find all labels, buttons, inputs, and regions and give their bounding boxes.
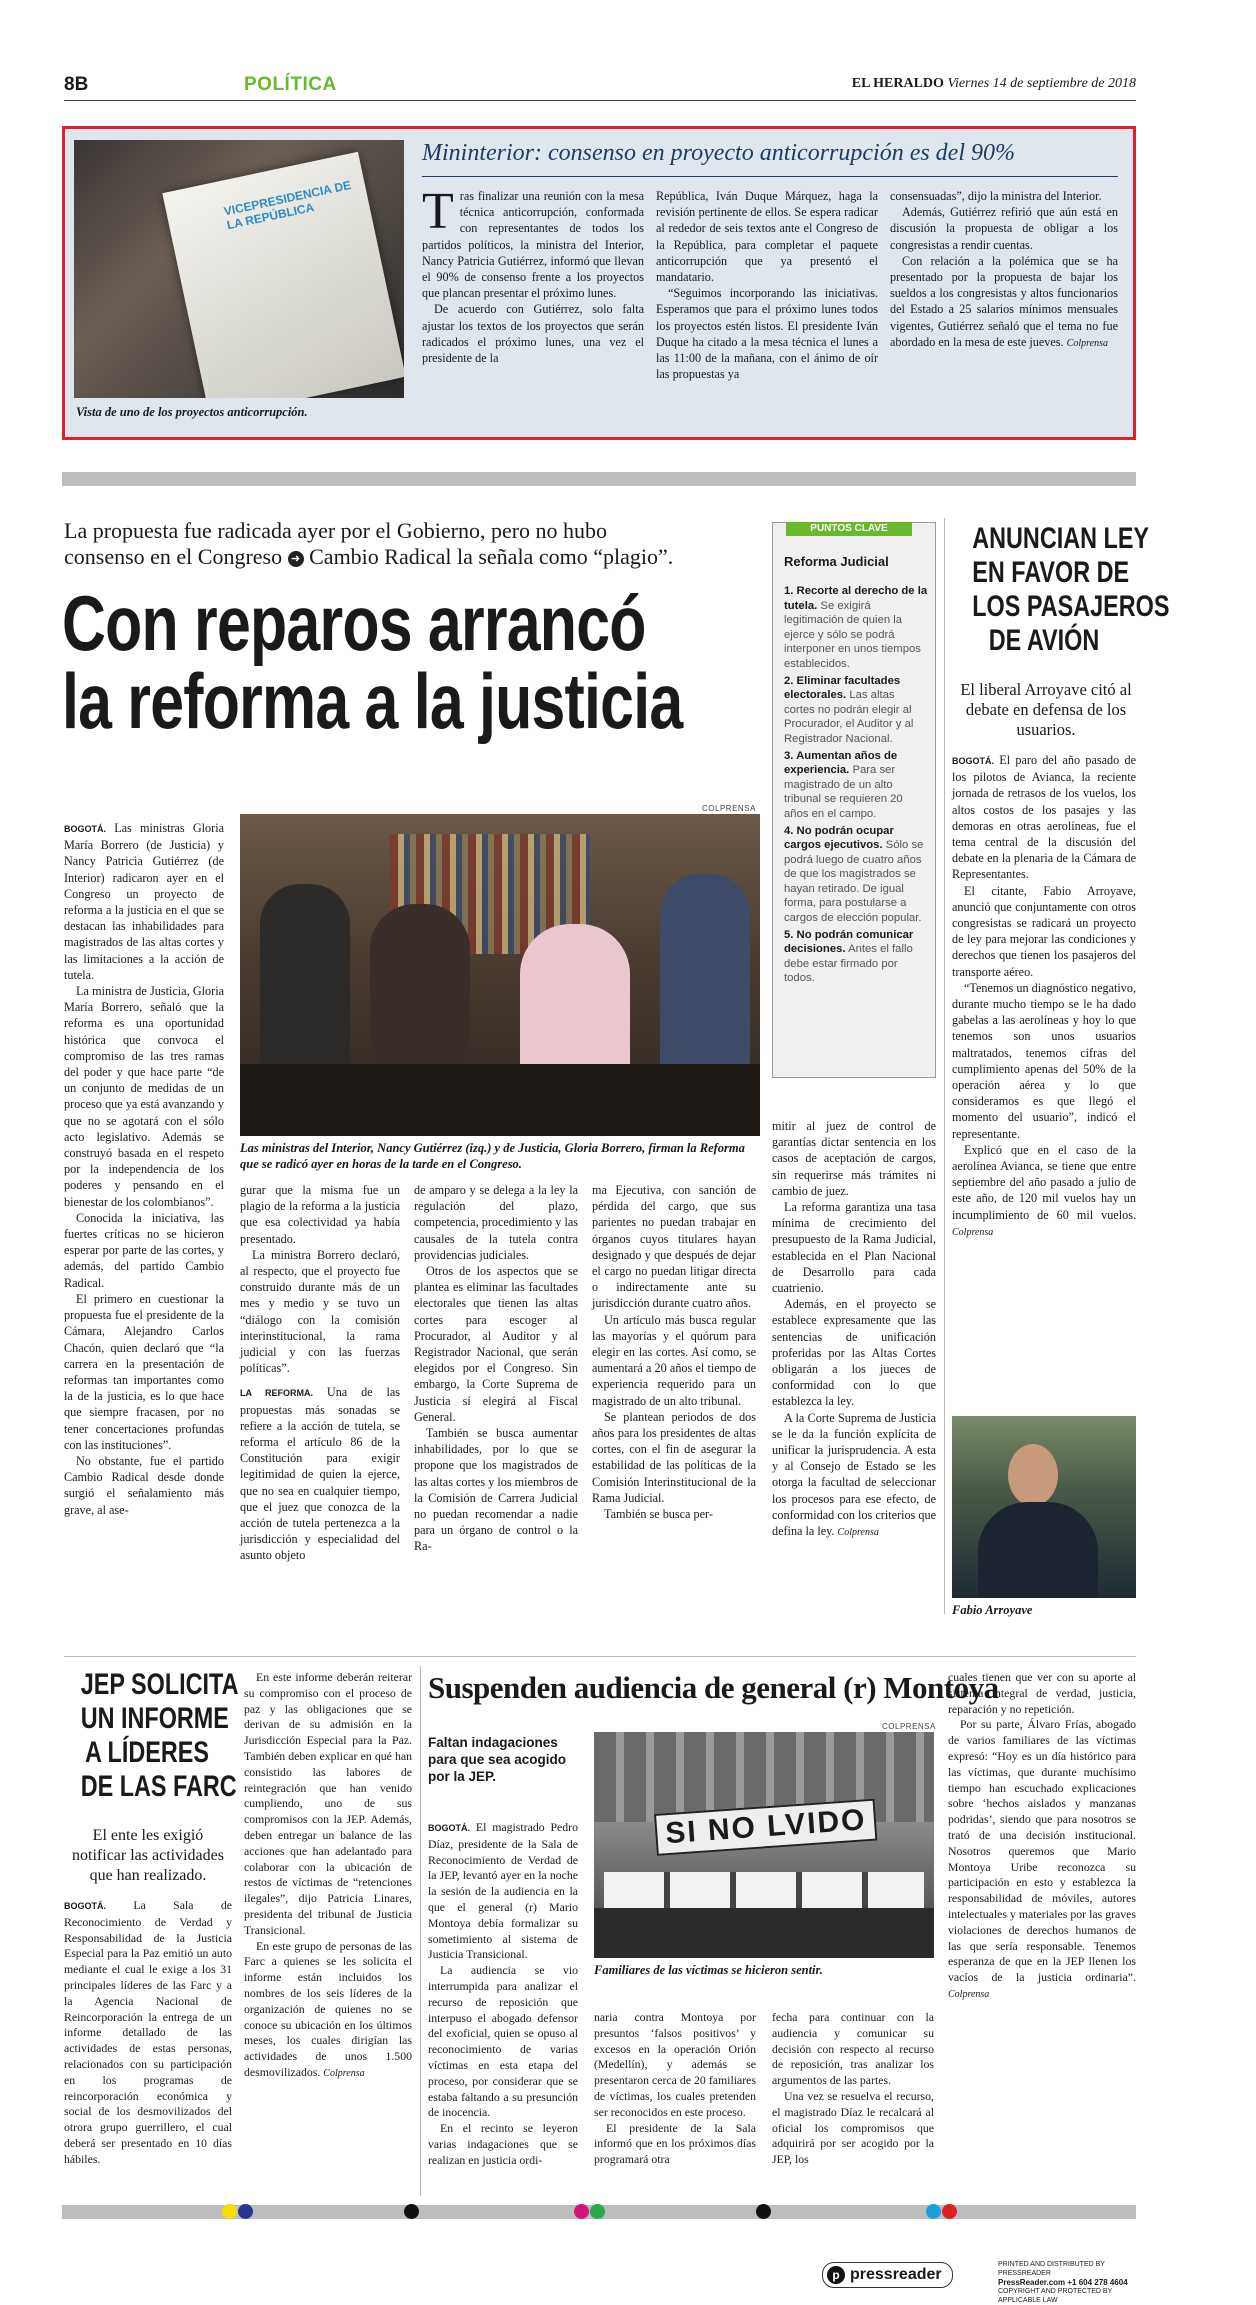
arroyave-suit xyxy=(978,1502,1098,1598)
pressreader-notice-line3: COPYRIGHT AND PROTECTED BY APPLICABLE LAW xyxy=(998,2288,1113,2304)
montoya-col1-p1-text: El magistrado Pedro Díaz, presidente de la Sala de Reconocimiento de Verdad de la JEP, levantó ayer en la noche la sesión de la audiencia en la que el general (r) Mario Montoya debía formalizar su sometimiento al sistema de Justicia Transicional. xyxy=(428,1820,578,1962)
main-col4-p2: Un artículo más busca regular las mayorías y el quórum para elegir en las cortes. Así como, se aumentará a 20 años el tiempo de experiencia requerido para un magistrado de un alto tribunal. xyxy=(592,1312,756,1408)
main-col1-p1-text: Las ministras Gloria María Borrero (de Justicia) y Nancy Patricia Gutiérrez (de Interior) radicaron ayer en el Congreso un proyecto de reforma a la justicia en el que se destacan las inhabilidades para magistrados de las altas cortes y las limitaciones a la acción de tutela. xyxy=(64,821,225,982)
box-signature: Colprensa xyxy=(1066,337,1108,349)
registration-dot-black-2 xyxy=(756,2204,771,2219)
side-headline-line4: DE AVIÓN xyxy=(988,624,1100,657)
montoya-dateline: BOGOTÁ. xyxy=(428,1823,470,1833)
montoya-col1-p2: La audiencia se vio interrumpida para analizar el recurso de reposición que interpuso el abogado defensor del exoficial, quien se opuso al reconocimiento de varias víctimas en esta etapa del proceso, por considerar que se estaba faltando a su presunción de inocencia. xyxy=(428,1963,578,2120)
key-point-3-title: 3. Aumentan años de experiencia. xyxy=(784,749,898,777)
main-deck-line2 xyxy=(64,544,774,570)
side-p1-text: El paro del año pasado de los pilotos de Avianca, la reciente jornada de retrasos de los vuelos, los altos costos de los pasajes y las demoras en otras aerolíneas, fue el tema central de la discusión del debate en la plenaria de la Cámara de Representantes. xyxy=(952,753,1136,882)
pressreader-notice-line1: PRINTED AND DISTRIBUTED BY PRESSREADER xyxy=(998,2261,1105,2277)
key-points-list xyxy=(784,584,928,986)
box-col3-p1: consensuadas”, dijo la ministra del Interior. xyxy=(890,189,1102,203)
jep-deck: El ente les exigió notificar las actividades que han realizado. xyxy=(72,1827,224,1884)
box-col3-p2: Además, Gutiérrez refirió que aún está en discusión la propuesta de obligar a los congresistas a rendir cuentas. xyxy=(890,205,1118,252)
crowd xyxy=(594,1908,934,1958)
main-col5-p3: Además, en el proyecto se establece expresamente que las sentencias de unificación proferidas por las Altas Cortes obligarán a los jueces de conformidad con lo que establezca la ley. xyxy=(772,1297,936,1409)
document-heading: VICEPRESIDENCIA DE LA REPÚBLICA xyxy=(222,177,353,233)
main-col5-p4-text: A la Corte Suprema de Justicia se le da la función explícita de unificar la jurisprudencia. A esta y al Consejo de Estado se les otorga la facultad de seleccionar los procesos para ese efecto, de conformidad con los criterios que defina la ley. xyxy=(772,1410,936,1539)
jep-headline-line2: UN INFORME xyxy=(80,1702,229,1735)
main-deck xyxy=(64,518,774,570)
main-col1-p1 xyxy=(64,820,224,983)
main-col4-p4: También se busca per- xyxy=(604,1507,713,1522)
main-headline-line2: la reforma a la justicia xyxy=(62,657,683,745)
key-point-3 xyxy=(784,749,928,822)
registration-dot-yellow xyxy=(222,2204,237,2219)
main-headline-line1: Con reparos arrancó xyxy=(62,579,646,667)
main-col1-p5: No obstante, fue el partido Cambio Radical desde donde surgió el señalamiento más grave, al ase- xyxy=(64,1453,224,1517)
drop-cap: T xyxy=(422,183,454,240)
key-point-1-text: Se exigirá legitimación de quien la ejerce y sólo se podrá interponer en unos tiempos establecidos. xyxy=(784,599,921,670)
box-col1-p1-text: ras finalizar una reunión con la mesa técnica anticorrupción, conformada con representantes de todos los partidos políticos, la ministra del Interior, Nancy Patricia Gutiérrez, informó que llevan el 90% de consenso frente a los proyectos que plancan presentar el próximo lunes. xyxy=(422,189,644,301)
arroyave-head xyxy=(1008,1444,1058,1506)
side-p2: El citante, Fabio Arroyave, anunció que conjuntamente con otros congresistas se radicará un proyecto de ley para mejorar las condiciones y derechos que tienen los pasajeros del transporte aéreo. xyxy=(952,883,1136,979)
montoya-col4-p2-text: Por su parte, Álvaro Frías, abogado de varios familiares de las víctimas expresó: “Hoy es un día histórico para las víctimas, que durante muchísimo tiempo han escuchado explicaciones sobre ‘hechos aislados y manzanas podridas’, siendo que para nosotros se trató de una decisión institucional. Nosotros queremos que Mario Montoya Uribe reconozca su participación en esto y establezca la responsabilidad de móviles, autores intelectuales y materiales por las graves violaciones de derechos humanos de las que sería responsable. Tenemos esperanza de que en la JEP llenen los vacíos de la justicia ordinaria”. xyxy=(948,1717,1136,1985)
bottom-divider xyxy=(64,1656,1136,1657)
montoya-col1-p3: En el recinto se leyeron varias indagaciones que se realizan en justicia ordi- xyxy=(428,2121,578,2167)
main-col2-p3-text: Una de las propuestas más sonadas se refiere a la acción de tutela, se reforma el artículo 86 de la Constitución para exigir legitimidad de quien la ejerce, que no sea en cualquier tiempo, que el juez que conozca de la acción de tutela pertenezca a la jurisdicción y especialidad del asunto objeto xyxy=(240,1385,400,1563)
jep-signature: Colprensa xyxy=(323,2067,365,2079)
montoya-col2-p2: El presidente de la Sala informó que en los próximos días programará otra xyxy=(594,2120,756,2167)
side-headline-line1: ANUNCIAN LEY xyxy=(972,522,1150,555)
main-col1-p2: La ministra de Justicia, Gloria María Borrero, señaló que la reforma es una oportunidad histórica que convoca el compromiso de las tres ramas del poder y que hace parte “de un conjunto de medidas de un proceso que ya está avanzando y que no se agotará con el sólo acto legislativo. Además se construyó basada en el respeto por la independencia de los poderes y pensando en el bienestar de los colombianos”. xyxy=(64,984,224,1209)
main-col1-p3: Conocida la iniciativa, las fuertes críticas no se hicieron esperar por parte de las cortes, y además, del partido Cambio Radical. xyxy=(64,1210,224,1290)
arroyave-caption: Fabio Arroyave xyxy=(952,1603,1033,1617)
arrow-bullet-icon: ➜ xyxy=(288,551,304,567)
registration-dot-black-1 xyxy=(404,2204,419,2219)
main-col3-p2: Otros de los aspectos que se plantea es eliminar las facultades electorales que tienen las altas cortes para escoger al Procurador, al Auditor y al Registrador Nacional, que serán elegidos por el Congreso. Sin embargo, la Corte Suprema de Justicia sí elegirá al Fiscal General. xyxy=(414,1264,578,1424)
jep-column-rule xyxy=(420,1666,421,2196)
montoya-photo-caption: Familiares de las víctimas se hicieron sentir. xyxy=(594,1963,823,1977)
main-deck-line1: La propuesta fue radicada ayer por el Gobierno, pero no hubo xyxy=(64,518,608,543)
main-deck-part1: consenso en el Congreso xyxy=(64,544,283,569)
box-col-2 xyxy=(656,188,878,382)
box-col2-p2: “Seguimos incorporando las iniciativas. Esperamos que para el próximo lunes todos los proyectos estén listos. El presidente Iván Duque ha citado a la mesa técnica el lunes a las 11:00 de la mañana, con el ánimo de oír las propuestas ya xyxy=(656,286,878,382)
side-body xyxy=(952,752,1136,1241)
side-headline-line2: EN FAVOR DE xyxy=(972,556,1130,589)
main-col-1 xyxy=(64,820,224,1518)
jep-headline-line3: A LÍDERES xyxy=(85,1736,209,1769)
side-deck: El liberal Arroyave citó al debate en defensa de los usuarios. xyxy=(960,680,1132,739)
montoya-col-2 xyxy=(594,2010,756,2168)
box-col1-p1 xyxy=(422,183,644,301)
jep-col1-p1-text: La Sala de Reconocimiento de Verdad y Responsabilidad de la Justicia Especial para la Paz emitió un auto mediante el cual le exige a los 31 principales líderes de las Farc y a la Agencia Nacional de Reincorporación la entrega de un informe detallado de las actividades de estas personas, relacionados con su participación en los programas de reincorporación económica y social de los desmovilizados del otrora grupo guerrillero, el cual deberá ser presentado en 10 días hábiles. xyxy=(64,1898,232,2166)
montoya-col-4 xyxy=(948,1670,1136,2003)
main-col5-p1: mitir al juez de control de garantías dictar sentencia en los casos de aceptación de cargos, sin requerirse más trámites ni cambio de juez. xyxy=(772,1119,936,1198)
box-col-1 xyxy=(422,183,644,366)
montoya-col4-p1: cuales tienen que ver con su aporte al sistema integral de verdad, justicia, reparación y no repetición. xyxy=(948,1670,1136,1716)
montoya-col-3 xyxy=(772,2010,934,2168)
main-signature: Colprensa xyxy=(837,1527,879,1539)
box-headline-rule xyxy=(422,176,1118,177)
key-point-2 xyxy=(784,674,928,747)
key-point-3-text: Para ser magistrado de un alto tribunal se requieren 20 años en el campo. xyxy=(784,764,903,820)
montoya-col3-p1: fecha para continuar con la audiencia y comunicar su decisión con respecto al recurso de reposición, tras analizar los argumentos de las partes. xyxy=(772,2010,934,2088)
masthead-right xyxy=(852,76,1136,92)
main-col2-p2: La ministra Borrero declaró, al respecto, que el proyecto fue construido durante más de un mes y medio y se tuvo un “diálogo con la comisión interinstitucional, la rama judicial y con las fuerzas políticas”. xyxy=(240,1247,400,1376)
main-headline xyxy=(62,579,782,745)
victims-protest-photo xyxy=(594,1732,934,1958)
protest-signs xyxy=(604,1872,924,1912)
anticorruption-photo xyxy=(74,140,404,398)
montoya-col4-p2 xyxy=(948,1717,1136,2002)
jep-dateline: BOGOTÁ. xyxy=(64,1901,106,1911)
montoya-col1-p1 xyxy=(428,1820,578,1963)
box-photo-caption: Vista de uno de los proyectos anticorrupción. xyxy=(76,405,308,419)
side-signature: Colprensa xyxy=(952,1226,994,1238)
main-col3-p3: También se busca aumentar inhabilidades, por lo que se propone que los magistrados de las altas cortes y los miembros de la Comisión de Carrera Judicial no puedan recomendar a nadie para un órgano de control o la Ra- xyxy=(414,1426,578,1554)
main-col-5 xyxy=(772,1118,936,1541)
registration-dot-blue xyxy=(238,2204,253,2219)
side-p4 xyxy=(952,1142,1136,1241)
side-p3: “Tenemos un diagnóstico negativo, durante mucho tiempo se le ha dado gabelas a las aerolíneas y hoy lo que tenemos son unos usuarios maltratados, tenemos cifras del cumplimiento apenas del 50% de la operación aérea y lo que consideramos es que llegó el momento del usuario”, indicó el representante. xyxy=(952,980,1136,1141)
jep-headline xyxy=(62,1668,239,1804)
key-point-4-title: 4. No podrán ocupar cargos ejecutivos. xyxy=(784,824,894,852)
key-point-1 xyxy=(784,584,928,672)
key-point-2-title: 2. Eliminar facultades electorales. xyxy=(784,674,901,702)
montoya-headline: Suspenden audiencia de general (r) Montoya xyxy=(428,1670,999,1705)
side-dateline: BOGOTÁ. xyxy=(952,756,994,766)
side-p1 xyxy=(952,752,1136,883)
section-divider xyxy=(62,472,1136,486)
main-col5-p4 xyxy=(772,1410,936,1542)
document-sheet xyxy=(162,152,404,398)
main-col-2 xyxy=(240,1182,400,1564)
montoya-col3-p2: Una vez se resuelva el recurso, el magistrado Díaz le recalcará al oficial los compromisos que adquirirá por ser acogido por la JEP, los xyxy=(772,2088,934,2167)
key-point-5-text: Antes el fallo debe estar firmado por todos. xyxy=(784,943,913,985)
pressreader-icon: p xyxy=(827,2266,845,2284)
jep-col1-p1 xyxy=(64,1898,232,2168)
key-point-4-text: Sólo se podrá luego de cuatro años de que los magistrados se hayan retirado. De igual forma, para postularse a cargos de elección popular. xyxy=(784,839,924,925)
section-title: POLÍTICA xyxy=(244,74,337,95)
box-headline: Mininterior: consenso en proyecto anticorrupción es del 90% xyxy=(422,140,1015,166)
box-col1-p2: De acuerdo con Gutiérrez, solo falta ajustar los textos de los proyectos que serán radicados el próximo lunes, una vez el presidente de la xyxy=(422,302,644,366)
side-headline-line3: LOS PASAJEROS xyxy=(972,590,1170,623)
box-col-3 xyxy=(890,188,1118,352)
masthead-rule xyxy=(64,100,1136,101)
jep-col2-p2 xyxy=(244,1939,412,2082)
side-column-rule xyxy=(944,518,945,1614)
registration-dot-cyan xyxy=(926,2204,941,2219)
main-col5-p2: La reforma garantiza una tasa mínima de crecimiento del presupuesto de la Rama Judicial, establecida en el Plan Nacional de Desarrollo para cada cuatrienio. xyxy=(772,1200,936,1296)
jep-col-2 xyxy=(244,1670,412,2082)
key-points-title: Reforma Judicial xyxy=(784,554,889,569)
main-photo-credit: COLPRENSA xyxy=(702,804,756,813)
key-point-2-text: Las altas cortes no podrán elegir al Procurador, el Auditor y al Registrador Nacional. xyxy=(784,689,914,745)
montoya-col2-p1: naria contra Montoya por presuntos ‘falsos positivos’ y excesos en la operación Orión (Medellín), y además se presentaron cerca de 20 familiares de víctimas, los cuales pretenden ser reconocidos en este proceso. xyxy=(594,2010,756,2119)
jep-headline-line4: DE LAS FARC xyxy=(80,1770,237,1803)
registration-dot-green xyxy=(590,2204,605,2219)
montoya-photo-credit: COLPRENSA xyxy=(882,1722,936,1731)
main-col4-p3: Se plantean periodos de dos años para los presidentes de altas cortes, con el fin de asegurar la estabilidad de las políticas de la Comisión Interinstitucional de la Rama Judicial. xyxy=(592,1409,756,1505)
issue-date: Viernes 14 de septiembre de 2018 xyxy=(947,76,1136,91)
main-deck-part2: Cambio Radical la señala como “plagio”. xyxy=(309,544,674,569)
desk xyxy=(240,1064,760,1136)
arroyave-photo xyxy=(952,1416,1136,1598)
main-col2-p3 xyxy=(240,1384,400,1563)
jep-col2-p2-text: En este grupo de personas de las Farc a quienes se les solicita el informe están incluidos los nombres de los seis líderes de la organización de quienes no se conoce su ubicación en los últimos meses, los cuales dirigían las actividades de unos 1.500 desmovilizados. xyxy=(244,1938,412,2079)
jep-col2-p1: En este informe deberán reiterar su compromiso con el proceso de paz y las obligaciones que se derivan de su admisión en la Jurisdicción Especial para la Paz. También deben explicar en qué han consistido las labores de reintegración que han venido cumpliendo, uno de sus compromisos con la JEP. Además, deben entregar un balance de las acciones que han adelantado para colaborar con la ubicación de restos de víctimas de “retenciones ilegales”, dijo Patricia Linares, presidenta del tribunal de Justicia Transicional. xyxy=(244,1670,412,1937)
main-dateline: BOGOTÁ. xyxy=(64,824,106,834)
pressreader-wordmark: pressreader xyxy=(850,2266,942,2283)
page-number: 8B xyxy=(64,74,89,95)
protest-banner: SI NO LVIDO xyxy=(654,1799,878,1856)
side-headline xyxy=(952,522,1170,658)
main-photo-caption: Las ministras del Interior, Nancy Gutiérrez (izq.) y de Justicia, Gloria Borrero, firman la Reforma que se radicó ayer en horas de la tarde en el Congreso. xyxy=(240,1141,745,1171)
main-col2-kicker: LA REFORMA. xyxy=(240,1388,313,1399)
pressreader-notice-line2: PressReader.com +1 604 278 4604 xyxy=(998,2278,1128,2287)
main-col-4 xyxy=(592,1182,756,1522)
key-point-5-title: 5. No podrán comunicar decisiones. xyxy=(784,928,914,956)
key-point-5 xyxy=(784,928,928,986)
registration-dot-magenta xyxy=(574,2204,589,2219)
main-col2-p1: gurar que la misma fue un plagio de la reforma a la justicia que esa colectividad ya había presentado. xyxy=(240,1183,400,1246)
montoya-deck: Faltan indagaciones para que sea acogido por la JEP. xyxy=(428,1735,567,1784)
paper-name: EL HERALDO xyxy=(851,76,944,91)
pressreader-notice xyxy=(998,2260,1136,2305)
key-points-tag: PUNTOS CLAVE xyxy=(786,522,912,536)
ministers-signing-photo xyxy=(240,814,760,1136)
key-point-4 xyxy=(784,824,928,926)
jep-headline-line1: JEP SOLICITA xyxy=(80,1668,239,1701)
main-col3-p1: de amparo y se delega a la ley la regulación del plazo, competencia, procedimiento y las causales de la tutela contra providencias judiciales. xyxy=(414,1183,578,1262)
key-point-1-title: 1. Recorte al derecho de la tutela. xyxy=(784,585,928,612)
main-col1-p4: El primero en cuestionar la propuesta fue el presidente de la Cámara, Alejandro Carlos Chacón, quien declaró que “la carrera en la presentación de reformas tan importantes como la de la justicia, es lo que hace que siempre fracasen, por no tener concertaciones profundas con las instituciones”. xyxy=(64,1291,224,1452)
box-col2-p1: República, Iván Duque Márquez, haga la revisión pertinente de ellos. Se espera radicar al rededor de seis textos ante el Congreso de la República, para completar el paquete anticorrupción que ya presentó el mandatario. xyxy=(656,189,878,285)
montoya-col-1 xyxy=(428,1820,578,2169)
main-col4-p1: ma Ejecutiva, con sanción de pérdida del cargo, que sus parientes no puedan trabajar en órganos cuyos titulares hayan designado y que después de dejar el cargo no puedan litigar directa o indirectamente ante su jurisdicción durante cuatro años. xyxy=(592,1183,756,1311)
jep-col-1 xyxy=(64,1898,232,2168)
montoya-signature: Colprensa xyxy=(948,1988,990,2000)
registration-dot-red xyxy=(942,2204,957,2219)
box-col3-p3-text: Con relación a la polémica que se ha presentado por la propuesta de bajar los sueldos a los congresistas y altos funcionarios del Estado a 25 salarios mínimos mensuales vigentes, Gutiérrez señaló que el tema no fue abordado en la mesa de este jueves. xyxy=(890,253,1118,349)
main-col-3 xyxy=(414,1182,578,1555)
side-p4-text: Explicó que en el caso de la aerolínea Avianca, se tiene que entre septiembre del año pasado a julio de este año, de 120 mil vuelos hay un incumplimiento de 60 mil vuelos. xyxy=(952,1142,1136,1222)
pressreader-logo xyxy=(822,2262,953,2288)
box-col3-p3 xyxy=(890,253,1118,352)
